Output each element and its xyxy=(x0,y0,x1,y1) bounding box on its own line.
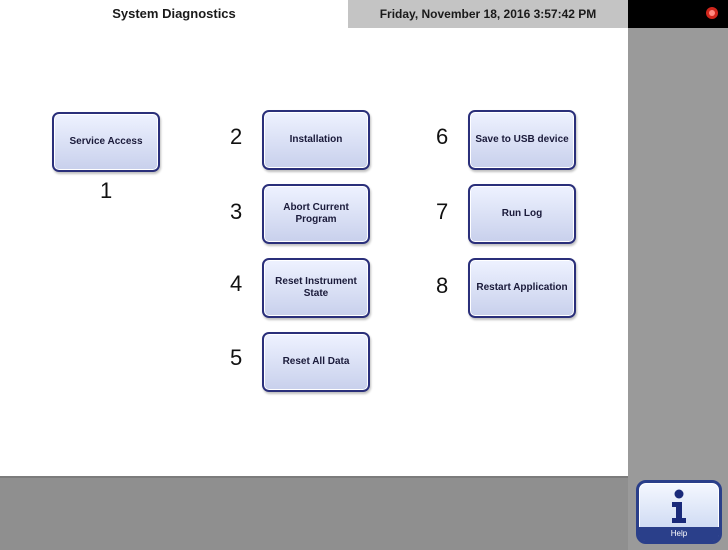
datetime-display: Friday, November 18, 2016 3:57:42 PM xyxy=(348,0,628,28)
reset-instrument-state-button[interactable]: Reset Instrument State xyxy=(262,258,370,318)
restart-application-button[interactable]: Restart Application xyxy=(468,258,576,318)
info-icon xyxy=(669,489,689,525)
page-title: System Diagnostics xyxy=(112,6,236,21)
main-panel xyxy=(0,28,628,476)
reset-all-data-button[interactable]: Reset All Data xyxy=(262,332,370,392)
service-access-button[interactable]: Service Access xyxy=(52,112,160,172)
button-number-1: 1 xyxy=(100,178,113,203)
abort-current-program-button[interactable]: Abort Current Program xyxy=(262,184,370,244)
save-to-usb-button[interactable]: Save to USB device xyxy=(468,110,576,170)
footer-bar xyxy=(0,476,628,550)
button-number-7: 7 xyxy=(436,199,449,224)
status-indicator-icon xyxy=(706,7,718,19)
right-side-panel xyxy=(628,28,728,550)
button-number-3: 3 xyxy=(230,199,243,224)
help-button[interactable] xyxy=(636,480,722,544)
header-bar xyxy=(0,0,728,28)
status-area xyxy=(628,0,728,28)
button-number-4: 4 xyxy=(230,271,243,296)
button-number-8: 8 xyxy=(436,273,449,298)
button-number-6: 6 xyxy=(436,124,449,149)
installation-button[interactable]: Installation xyxy=(262,110,370,170)
help-label: Help xyxy=(639,527,719,541)
button-number-5: 5 xyxy=(230,345,243,370)
button-number-2: 2 xyxy=(230,124,243,149)
run-log-button[interactable]: Run Log xyxy=(468,184,576,244)
